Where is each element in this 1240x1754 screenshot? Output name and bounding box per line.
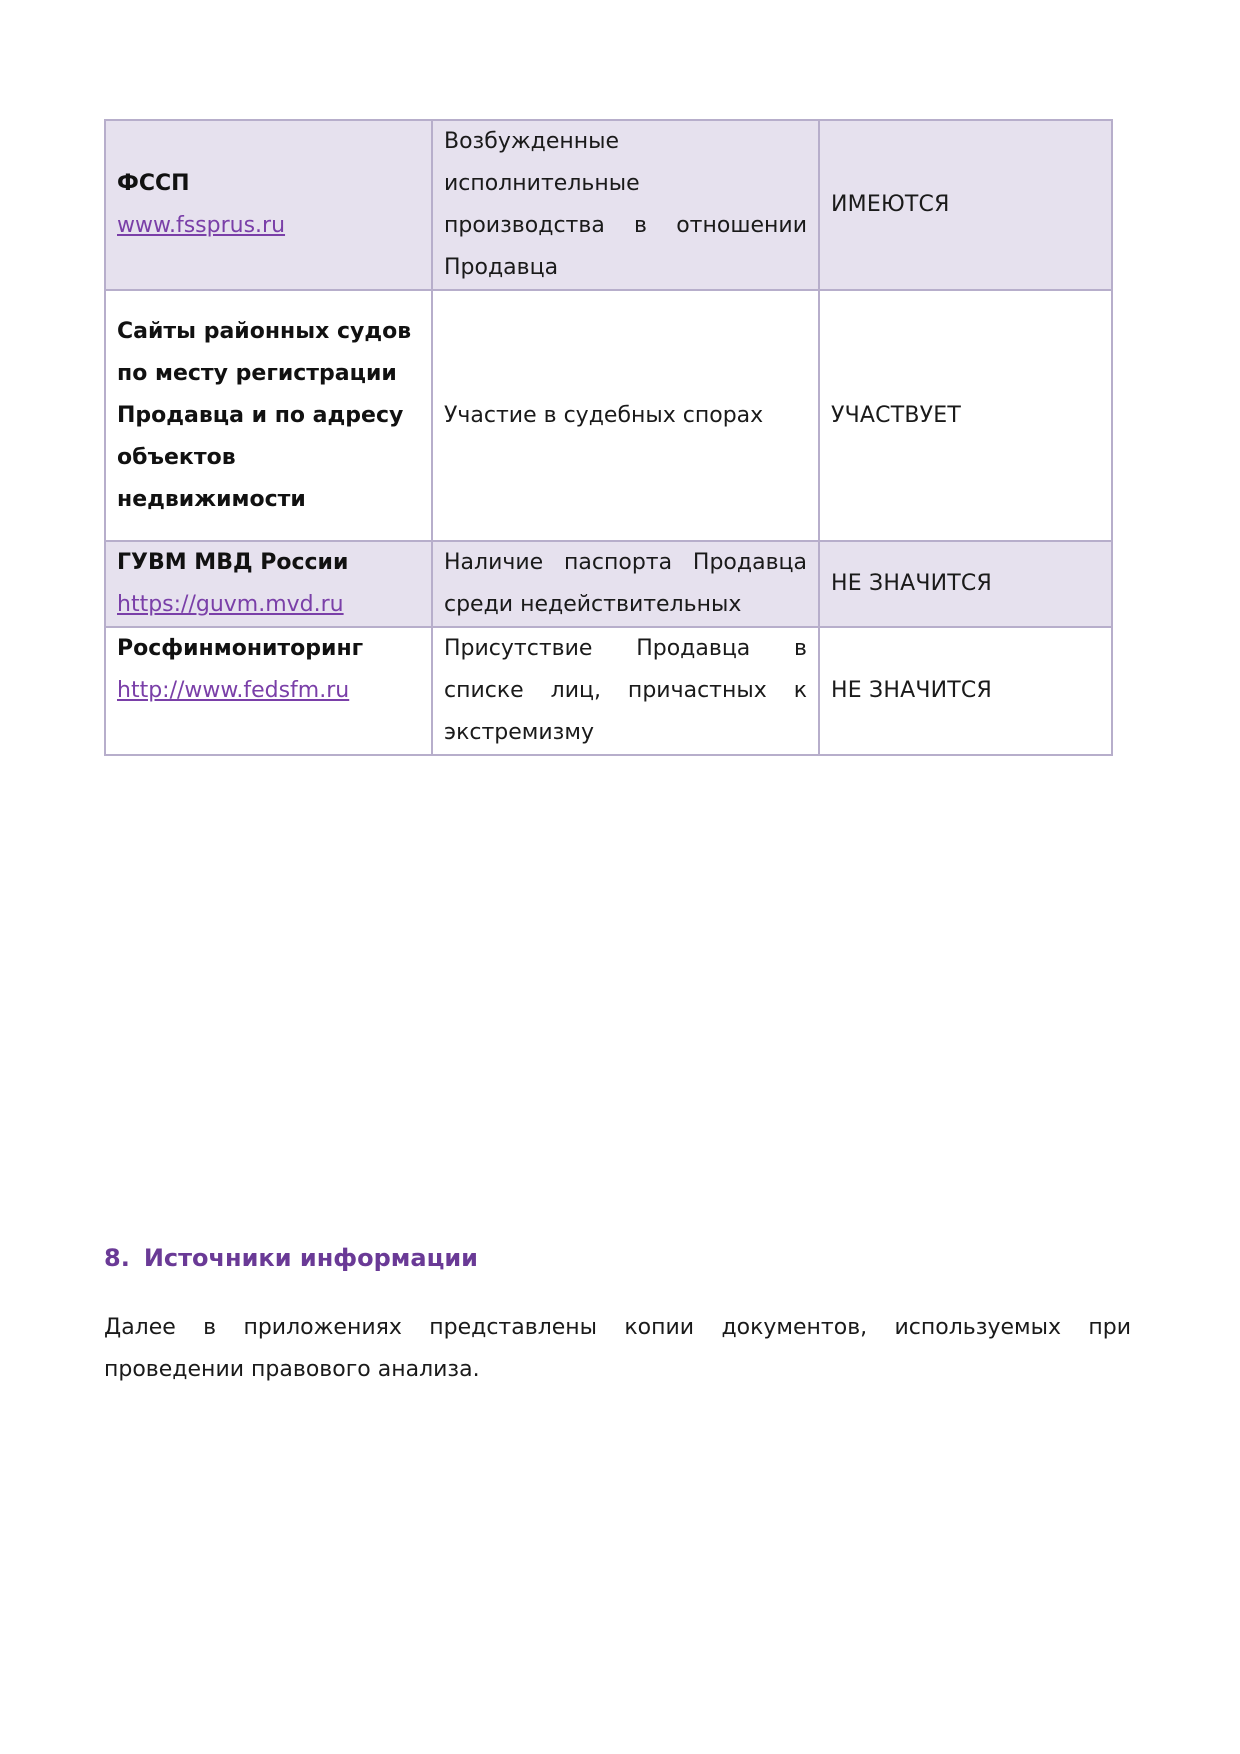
check-text: Участие в судебных спорах [444, 402, 764, 428]
result-cell [819, 541, 1112, 627]
table-row [105, 541, 1112, 627]
result-text: НЕ ЗНАЧИТСЯ [831, 678, 992, 703]
check-text: Возбужденные исполнительные производства в отношении Продавца [444, 129, 807, 280]
source-name: Сайты районных судов по месту регистрации Продавца и по адресу объектов недвижимости [117, 318, 412, 512]
check-text: Присутствие Продавца в списке лиц, причастных к экстремизму [444, 636, 807, 745]
check-cell [432, 627, 819, 755]
source-name: ГУВМ МВД России [117, 550, 349, 575]
section-title: Источники информации [143, 1244, 478, 1272]
source-link[interactable]: http://www.fedsfm.ru [117, 678, 350, 703]
source-name: ФССП [117, 171, 190, 196]
table-row [105, 627, 1112, 755]
check-cell [432, 541, 819, 627]
source-link[interactable]: www.fssprus.ru [117, 213, 286, 238]
source-name: Росфинмониторинг [117, 636, 364, 661]
source-cell [105, 627, 432, 755]
result-cell [819, 290, 1112, 541]
table-row [105, 120, 1112, 290]
source-link[interactable]: https://guvm.mvd.ru [117, 592, 344, 617]
result-text: ИМЕЮТСЯ [831, 192, 950, 217]
result-text: УЧАСТВУЕТ [831, 402, 961, 428]
checks-table [104, 119, 1113, 756]
result-text: НЕ ЗНАЧИТСЯ [831, 571, 992, 596]
source-cell [105, 541, 432, 627]
source-cell [105, 120, 432, 290]
result-cell [819, 627, 1112, 755]
table-row [105, 290, 1112, 541]
check-cell [432, 120, 819, 290]
result-cell [819, 120, 1112, 290]
check-text: Наличие паспорта Продавца среди недействительных [444, 550, 807, 617]
section-heading [104, 1238, 478, 1278]
source-cell [105, 290, 432, 541]
section-number: 8. [104, 1244, 130, 1272]
section-paragraph: Далее в приложениях представлены копии документов, используемых при проведении правового анализа. [104, 1315, 1131, 1382]
check-cell [432, 290, 819, 541]
